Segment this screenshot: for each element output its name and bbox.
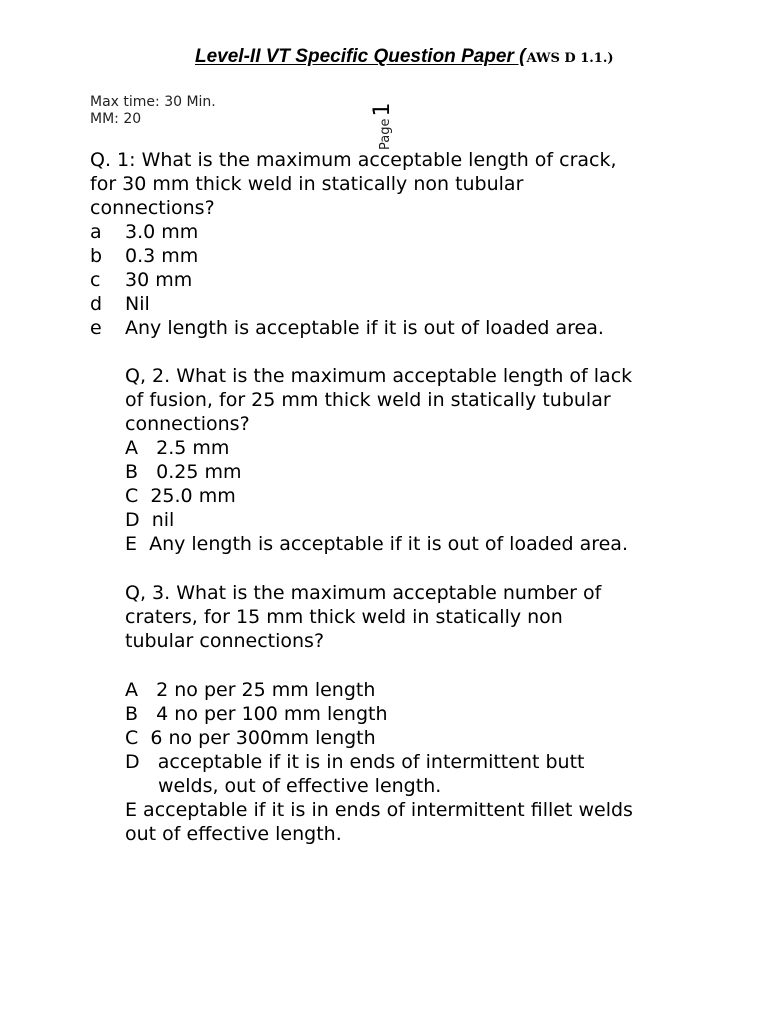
option-c: C 25.0 mm: [125, 485, 236, 507]
page-number: 1: [370, 102, 395, 117]
option-b: B 4 no per 100 mm length: [125, 703, 388, 725]
option-letter: c: [90, 269, 101, 291]
question-2-line: of fusion, for 25 mm thick weld in statically tubular: [125, 389, 611, 411]
standard-reference: AWS D 1.1.): [526, 51, 614, 66]
option-letter: b: [90, 245, 103, 267]
page-marker: [362, 96, 412, 156]
max-marks: MM: 20: [90, 111, 142, 127]
option-d: D acceptable if it is in ends of intermittent butt: [125, 751, 585, 773]
option-e: E acceptable if it is in ends of intermittent fillet welds: [125, 799, 633, 821]
option-d: D nil: [125, 509, 175, 531]
option-b: B 0.25 mm: [125, 461, 242, 483]
question-1-line: for 30 mm thick weld in statically non tubular: [90, 173, 524, 195]
option-text: 3.0 mm: [125, 221, 199, 243]
option-a: A 2 no per 25 mm length: [125, 679, 376, 701]
option-text: Nil: [125, 293, 150, 315]
question-1-line: Q. 1: What is the maximum acceptable length of crack,: [90, 149, 617, 171]
page-label: Page: [378, 118, 393, 150]
option-letter: e: [90, 317, 102, 339]
option-c: C 6 no per 300mm length: [125, 727, 376, 749]
option-d-continuation: welds, out of effective length.: [158, 775, 442, 797]
option-letter: d: [90, 293, 103, 315]
question-3-line: Q, 3. What is the maximum acceptable number of: [125, 582, 602, 604]
option-e: E Any length is acceptable if it is out of loaded area.: [125, 533, 628, 555]
option-text: 30 mm: [125, 269, 193, 291]
option-letter: a: [90, 221, 102, 243]
option-a: A 2.5 mm: [125, 437, 230, 459]
option-e-continuation: out of effective length.: [125, 823, 342, 845]
question-3-line: tubular connections?: [125, 630, 325, 652]
max-time: Max time: 30 Min.: [90, 94, 216, 110]
option-text: 0.3 mm: [125, 245, 199, 267]
document-title: [195, 46, 614, 68]
option-text: Any length is acceptable if it is out of loaded area.: [125, 317, 604, 339]
question-3-line: craters, for 15 mm thick weld in statically non: [125, 606, 563, 628]
question-2-line: connections?: [125, 413, 250, 435]
title-text: Level-II VT Specific Question Paper (: [195, 46, 526, 67]
question-2-line: Q, 2. What is the maximum acceptable length of lack: [125, 365, 633, 387]
question-1-line: connections?: [90, 197, 215, 219]
